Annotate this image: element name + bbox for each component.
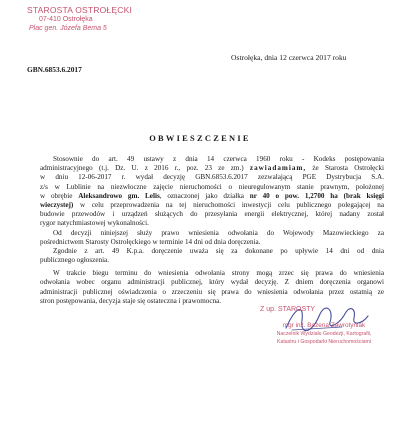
paragraph-line: w dniu 12-06-2017 r. wydał decyzję GBN.6853.6.2017 zezwalającą PGE Dystrybucja S.A. (40, 173, 384, 182)
paragraph-line: budowie przewodów i urządzeń służących do przesyłania energii elektrycznej, której nadany został (40, 210, 384, 219)
paragraph-line: wieczystej) w celu przeprowadzenia na tej nieruchomości inwestycji celu publicznego polegającej na (40, 200, 384, 209)
paragraph-line: z/s w Lublinie na niezwłoczne zajęcie nieruchomości o nieuregulowanym stanie prawnym, położonej (40, 182, 384, 191)
paragraph-line: administracji publicznej oświadczenia o zrzeczeniu się prawa do wniesienia odwołania przez ostatnią ze (40, 287, 384, 296)
paragraph-line: Stosownie do art. 49 ustawy z dnia 14 czerwca 1960 roku - Kodeks postępowania (53, 155, 384, 163)
paragraph-line: publicznego ogłoszenia. (40, 256, 110, 265)
signature-stamp-authority: Z up. STAROSTY (260, 306, 316, 313)
paragraph-line: W trakcie biegu terminu do wniesienia odwołania strony mogą zrzec się prawa do wniesienia (53, 269, 384, 278)
paragraph-line: Zgodnie z art. 49 K.p.a. doręczenie uważa się za dokonane po upływie 14 dni od dnia (53, 246, 384, 255)
paragraph-line: w obrębie Aleksandrowo gm. Lelis, oznaczonej jako działka nr 40 o pow. 1,2700 ha (brak księgi (40, 191, 384, 200)
paragraph-line: administracyjnego (t.j. Dz. U. z 2016 r., poz. 23 ze zm.) zawiadamiam, że Starosta Ostrołęcki (40, 164, 384, 173)
paragraph-line: Od decyzji niniejszej służy prawo wniesienia odwołania do Wojewody Mazowieckiego za (53, 228, 384, 237)
signature-stamp-name: mgr inż. Bożena Zawrotyniak (282, 322, 366, 329)
document-title: OBWIESZCZENIE (149, 134, 251, 143)
office-stamp (27, 6, 147, 33)
paragraph-line: pośrednictwem Starosty Ostrołęckiego w terminie 14 dni od dnia doręczenia. (40, 237, 261, 246)
paragraph-line: odwołania wobec organu administracji publicznej, który wydał decyzję. Z dniem doręczenia organowi (40, 278, 384, 287)
document-body (40, 155, 384, 306)
stamp-office-name: STAROSTA OSTROŁĘCKI (27, 5, 133, 15)
signature-stamp-function: Naczelnik Wydziału Geodezji, Kartografii, (276, 331, 372, 337)
reference-number: GBN.6853.6.2017 (27, 65, 82, 74)
stamp-postal-city: 07-410 Ostrołęka (39, 16, 93, 23)
paragraph-line: stron postępowania, decyzja staje się ostateczna i prawomocna. (40, 296, 222, 305)
paragraph-line: rygor natychmiastowej wykonalności. (40, 219, 149, 228)
signature-stamp-function: Katastru i Gospodarki Nieruchomościami (277, 339, 371, 345)
stamp-street: Plac gen. Józefa Bema 5 (29, 25, 107, 32)
city-date: Ostrołęka, dnia 12 czerwca 2017 roku (231, 53, 347, 62)
signature-stamp (254, 306, 394, 346)
